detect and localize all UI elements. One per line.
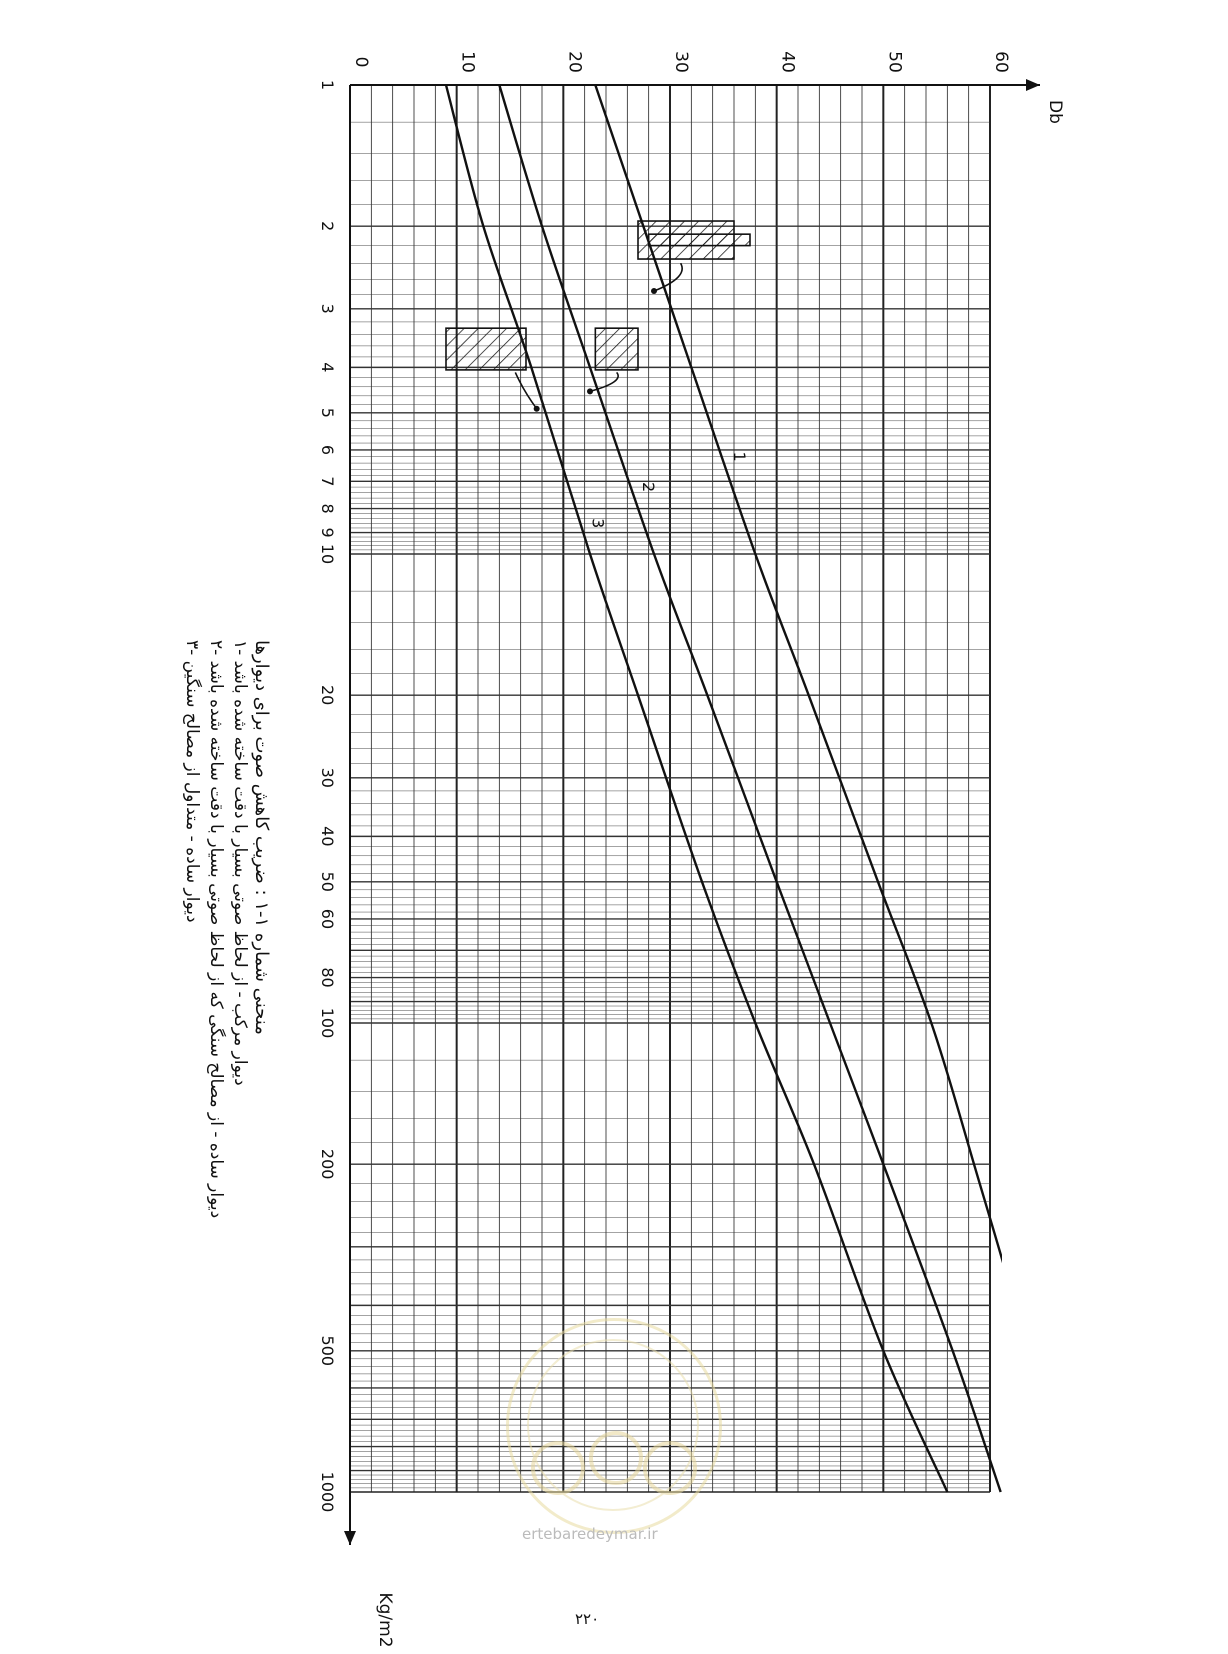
mass-tick-label: 30 [318, 767, 337, 788]
mass-tick-label: 10 [318, 543, 337, 565]
series-label-1: 1 [729, 451, 749, 462]
db-tick-label: 30 [671, 51, 691, 73]
stamp-gear-icon [531, 1441, 585, 1495]
db-tick-label: 40 [777, 51, 798, 73]
db-tick-label: 50 [884, 51, 905, 73]
watermark: ertebaredeymar.ir [522, 1525, 658, 1543]
series-curve-1 [595, 85, 1054, 1492]
stamp-logo [506, 1318, 722, 1534]
chart-axes [344, 79, 1040, 1545]
wall-section-1-core-icon [649, 234, 750, 245]
mass-tick-label: 5 [318, 407, 337, 418]
mass-tick-label: 40 [318, 826, 337, 847]
wall-section-2-icon [595, 328, 638, 370]
mass-tick-label: 3 [318, 303, 337, 314]
mass-tick-label: 6 [318, 444, 337, 456]
db-tick-label: 20 [564, 51, 585, 73]
db-tick-label: 60 [991, 51, 1011, 73]
legend-item-3: ۳- دیوار ساده - متداول از مصالح سنگین [182, 640, 202, 923]
series-curve-2 [499, 85, 1000, 1492]
page-number: ۲۲۰ [575, 1610, 600, 1628]
wall-1-pointer-icon-head [651, 288, 657, 294]
db-tick-label: 10 [457, 51, 478, 73]
mass-tick-label: 4 [318, 362, 337, 373]
legend-item-2: ۲- دیوار ساده - از مصالح سنگی که از لحاظ صوتی بسیار با دقت ساخته شده باشد [206, 640, 226, 1219]
mass-axis-label: Kg/m2 [375, 1592, 395, 1648]
legend-item-1: ۱- دیوار مرکب - از لحاظ صوتی بسیار با دقت ساخته شده باشد [230, 640, 250, 1086]
series-label-2: 2 [639, 481, 659, 493]
stamp-gear-icon [589, 1431, 643, 1485]
mass-tick-label: 9 [318, 527, 337, 538]
mass-axis-arrow-icon [344, 1531, 356, 1545]
series-curve-3 [446, 85, 947, 1492]
mass-tick-label: 2 [318, 221, 337, 232]
mass-tick-label: 8 [318, 503, 337, 514]
mass-tick-label: 100 [318, 1007, 337, 1039]
wall-2-pointer-icon-head [587, 388, 593, 394]
mass-tick-label: 50 [318, 871, 337, 892]
db-axis-arrow-icon [1026, 79, 1040, 91]
mass-tick-label: 20 [318, 685, 337, 706]
mass-tick-label: 7 [318, 476, 337, 487]
mass-tick-label: 60 [318, 908, 337, 930]
wall-section-3-icon [446, 328, 526, 370]
mass-tick-label: 80 [318, 967, 337, 988]
figure-title: منحنی شماره ۱-۱ : ضریب کاهش صوت برای دیوارها [251, 640, 272, 1035]
db-tick-label: 0 [351, 56, 371, 68]
series-label-3: 3 [588, 518, 608, 529]
mass-tick-label: 1 [318, 79, 337, 91]
wall-3-pointer-icon-head [534, 406, 540, 412]
mass-tick-label: 200 [318, 1148, 337, 1180]
db-axis-label: Db [1045, 100, 1065, 124]
chart-series [446, 85, 1054, 1492]
mass-tick-label: 1000 [318, 1471, 337, 1513]
mass-tick-label: 500 [318, 1335, 337, 1367]
stamp-gear-icon [643, 1441, 697, 1495]
